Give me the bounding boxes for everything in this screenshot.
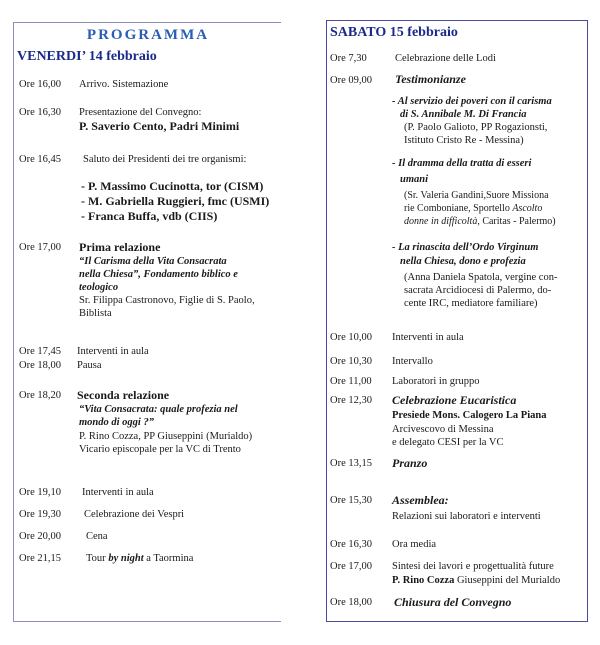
item-text: Celebrazione dei Vespri <box>84 509 185 520</box>
item-time: Ore 09,00 <box>330 75 372 86</box>
president-usmi: - M. Gabriella Ruggieri, fmc (USMI) <box>81 194 270 208</box>
item-text: Celebrazione delle Lodi <box>395 53 496 64</box>
item-time: Ore 17,45 <box>19 346 61 357</box>
item-title: Testimonianze <box>395 72 466 86</box>
item-title: Chiusura del Convegno <box>394 595 512 609</box>
speaker-line: Biblista <box>79 308 112 319</box>
talk-title: nella Chiesa, dono e profezia <box>400 256 526 267</box>
talk-title: - Il dramma della tratta di esseri <box>392 158 532 169</box>
item-time: Ore 16,30 <box>19 107 61 118</box>
speaker-line: Vicario episcopale per la VC di Trento <box>79 444 241 455</box>
item-line: e delegato CESI per la VC <box>392 437 504 448</box>
item-time: Ore 20,00 <box>19 531 61 542</box>
talk-title: di S. Annibale M. Di Francia <box>400 109 527 120</box>
item-text: Sintesi dei lavori e progettualità future <box>392 561 554 572</box>
item-line: P. Rino Cozza Giuseppini del Murialdo <box>392 575 561 586</box>
item-time: Ore 19,10 <box>19 487 61 498</box>
item-time: Ore 16,45 <box>19 154 61 165</box>
item-title: Celebrazione Eucaristica <box>392 393 517 407</box>
talk-info: cente IRC, mediatore familiare) <box>404 298 538 309</box>
item-time: Ore 15,30 <box>330 495 372 506</box>
item-text: Interventi in aula <box>392 332 464 343</box>
item-time: Ore 7,30 <box>330 53 367 64</box>
item-text: Tour by night a Taormina <box>86 553 194 564</box>
item-time: Ore 18,20 <box>19 390 61 401</box>
item-time: Ore 16,30 <box>330 539 372 550</box>
item-time: Ore 12,30 <box>330 395 372 406</box>
talk-title: - La rinascita dell’Ordo Virginum <box>392 242 539 253</box>
quote-line: “Vita Consacrata: quale profezia nel <box>79 404 238 415</box>
item-text: Presentazione del Convegno: <box>79 107 202 118</box>
item-time: Ore 17,00 <box>330 561 372 572</box>
item-text: Intervallo <box>392 356 433 367</box>
speaker-line: P. Rino Cozza, PP Giuseppini (Murialdo) <box>79 431 253 442</box>
item-time: Ore 18,00 <box>330 597 372 608</box>
quote-line: “Il Carisma della Vita Consacrata <box>79 256 227 267</box>
item-text: Ora media <box>392 539 437 550</box>
item-text: Interventi in aula <box>82 487 154 498</box>
item-text: Interventi in aula <box>77 346 149 357</box>
president-ciis: - Franca Buffa, vdb (CIIS) <box>81 209 218 223</box>
talk-info: Istituto Cristo Re - Messina) <box>404 135 524 146</box>
quote-line: teologico <box>79 282 119 293</box>
talk-info: donne in difficoltà, Caritas - Palermo) <box>404 216 556 227</box>
item-text: Cena <box>86 531 108 542</box>
item-time: Ore 21,15 <box>19 553 61 564</box>
talk-title: - Al servizio dei poveri con il carisma <box>392 96 552 107</box>
item-line: Relazioni sui laboratori e interventi <box>392 511 541 522</box>
item-speaker: P. Saverio Cento, Padri Minimi <box>79 119 240 133</box>
talk-info: (P. Paolo Galioto, PP Rogazionsti, <box>404 122 548 133</box>
talk-info: (Anna Daniela Spatola, vergine con- <box>404 272 558 283</box>
friday-heading: VENERDI’ 14 febbraio <box>17 49 157 64</box>
item-time: Ore 17,00 <box>19 242 61 253</box>
talk-info: (Sr. Valeria Gandini,Suore Missiona <box>404 190 549 201</box>
item-text: Arrivo. Sistemazione <box>79 79 169 90</box>
saturday-heading: SABATO 15 febbraio <box>330 25 458 40</box>
item-text: Laboratori in gruppo <box>392 376 480 387</box>
item-title: Seconda relazione <box>77 388 170 402</box>
friday-program-panel <box>13 22 281 622</box>
speaker-line: Sr. Filippa Castronovo, Figlie di S. Paolo, <box>79 295 255 306</box>
item-time: Ore 10,00 <box>330 332 372 343</box>
item-title: Pranzo <box>392 456 428 470</box>
quote-line: mondo di oggi ?” <box>79 417 154 428</box>
item-time: Ore 10,30 <box>330 356 372 367</box>
item-title: Prima relazione <box>79 240 161 254</box>
talk-title: umani <box>400 174 429 185</box>
president-cism: - P. Massimo Cucinotta, tor (CISM) <box>81 179 264 193</box>
saturday-program-panel <box>326 20 588 622</box>
quote-line: nella Chiesa”, Fondamento biblico e <box>79 269 238 280</box>
item-time: Ore 19,30 <box>19 509 61 520</box>
item-title: Assemblea: <box>392 493 449 507</box>
item-line: Arcivescovo di Messina <box>392 424 494 435</box>
presider-name: Presiede Mons. Calogero La Piana <box>392 410 547 421</box>
item-text: Saluto dei Presidenti dei tre organismi: <box>83 154 247 165</box>
item-time: Ore 18,00 <box>19 360 61 371</box>
program-title: PROGRAMMA <box>86 27 210 43</box>
item-text: Pausa <box>77 360 102 371</box>
item-time: Ore 13,15 <box>330 458 372 469</box>
talk-info: rie Comboniane, Sportello Ascolto <box>404 203 543 214</box>
item-time: Ore 11,00 <box>330 376 372 387</box>
talk-info: sacrata Arcidiocesi di Palermo, do- <box>404 285 552 296</box>
item-time: Ore 16,00 <box>19 79 61 90</box>
